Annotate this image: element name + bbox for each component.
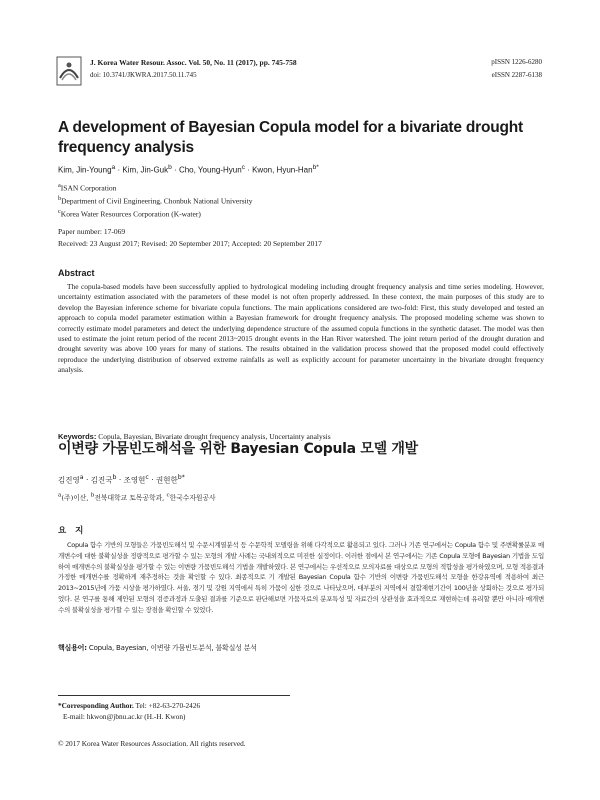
affiliations-ko: [58, 492, 216, 502]
affiliation-mark: a: [58, 182, 61, 189]
keywords-text: Copula, Bayesian, Bivariate drought frequency analysis, Uncertainty analysis: [96, 432, 331, 441]
paper-dates: Received: 23 August 2017; Revised: 20 September 2017; Accepted: 20 September 2017: [58, 239, 322, 248]
paper-number: Paper number: 17-069: [58, 227, 126, 236]
kwra-journal-logo-icon: [56, 56, 82, 86]
affiliations-en: [58, 181, 253, 220]
corresponding-tel: Tel: +82-63-270-2426: [133, 701, 201, 710]
affiliation-text: 전북대학교 토목공학과,: [94, 494, 167, 502]
affiliation-text: 한국수자원공사: [169, 494, 216, 502]
doi-link[interactable]: doi: 10.3741/JKWRA.2017.50.11.745: [90, 71, 197, 79]
affiliation-mark: c: [241, 164, 245, 171]
pissn: pISSN 1226-6280: [491, 58, 542, 66]
author-list-ko: [58, 474, 185, 486]
keywords-label: Keywords:: [58, 432, 97, 441]
affiliation-text: Korea Water Resources Corporation (K-water): [60, 209, 201, 219]
corresponding-label: *Corresponding Author.: [58, 701, 134, 710]
keywords-text: Copula, Bayesian, 이변량 가뭄빈도분석, 불확실성 분석: [86, 644, 257, 652]
affiliation-mark: b: [58, 195, 62, 202]
affiliation-text: (주)이산,: [61, 494, 91, 502]
affiliation-mark: b: [90, 492, 95, 499]
affiliation-line: [58, 207, 253, 220]
author-separator: ·: [116, 475, 124, 485]
keywords-label: 핵심용어:: [58, 644, 87, 652]
author-separator: ·: [83, 475, 91, 485]
affiliation-mark: a: [111, 164, 116, 171]
eissn: eISSN 2287-6138: [491, 71, 542, 79]
author-name: Kim, Jin-Guk: [122, 165, 169, 175]
author-name: 조영현: [123, 475, 146, 485]
paper-title-en: A development of Bayesian Copula model for a bivariate drought frequency analysis: [58, 119, 524, 156]
affiliation-mark: c: [58, 208, 61, 215]
corresponding-author: [58, 701, 200, 722]
author-name: 권현한: [155, 475, 178, 485]
author-separator: ·: [148, 475, 156, 485]
affiliation-text: ISAN Corporation: [60, 183, 117, 193]
author-separator: ·: [115, 165, 123, 175]
corresponding-email[interactable]: E-mail: hkwon@jbnu.ac.kr (H.-H. Kwon): [63, 711, 186, 721]
copyright-notice: © 2017 Korea Water Resources Association. All rights reserved.: [58, 739, 246, 748]
affiliation-line: [58, 181, 253, 194]
author-name: Kwon, Hyun-Han: [252, 165, 313, 175]
affiliation-mark: b: [112, 474, 117, 481]
author-name: Cho, Young-Hyun: [178, 165, 242, 175]
paper-title-ko: 이변량 가뭄빈도해석을 위한 Bayesian Copula 모델 개발: [58, 441, 418, 457]
affiliation-mark: a: [58, 492, 62, 499]
korean-abstract-heading: 요 지: [58, 526, 87, 536]
author-name: Kim, Jin-Young: [58, 165, 112, 175]
korean-abstract-body: Copula 함수 기반의 모형들은 가뭄빈도해석 및 수문시계열분석 등 수문학적 모델링을 위해 다각적으로 활용되고 있다. 그러나 기존 연구에서는 Copula 함수 및 주변확률분포 매개변수에 대한 불확실성을 정량적으로 평가할 수 있는 모형의 개발 사례는 국내외적으로 미진한 실정이다. 이러한 점에서 본 연구에서는 기존 Copula 모형에 Bayesian 기법을 도입하여 매개변수의 불확실성을 평가할 수 있는 이변량 가뭄빈도해석 기법을 개발하였다. 본 연구에서는 우선적으로 모의자료를 대상으로 모형의 적합성을 평가하였으며, 모형 적용결과 가정한 매개변수를 정확하게 재추정하는 것을 확인할 수 있다. 최종적으로 기 개발된 Bayesian Copula 함수 기반의 이변량 가뭄빈도해석 모형을 한강유역에 적용하여 최근 2013~2015년에 가뭄 시상을 평가하였다. 서울, 경기 및 강원 지역에서 특히 가뭄이 심한 것으로 나타났으며, 대부분의 지역에서 결합재현기간이 100년을 상회하는 것으로 평가되었다. 본 연구를 통해 제안된 모형의 검증과정과 도출된 결과를 기준으로 판단해보면 가뭄자료의 분포특성 및 자료간의 상관성을 효과적으로 재현하는데 유리할 뿐만 아니라 매개변수의 불확실성을 평가할 수 있는 장점을 확인할 수 있었다.: [58, 541, 544, 614]
affiliation-mark: c: [166, 492, 170, 499]
journal-citation: J. Korea Water Resour. Assoc. Vol. 50, No. 11 (2017), pp. 745-758: [90, 58, 297, 67]
abstract-body: The copula-based models have been successfully applied to hydrological modeling including drought frequency analysis and time series modeling. However, uncertainty estimation associated with the parameters of these model is not often properly addressed. In these context, the main purposes of this study are to develop the Bayesian inference scheme for bivariate copula functions. The main applications considered are two-fold: First, this study developed and tested an approach to copula model parameter estimation within a Bayesian framework for drought frequency analysis. The proposed modeling scheme was shown to correctly estimate model parameters and detect the underlying dependence structure of the assumed copula functions in the synthetic dataset. The model was then used to estimate the joint return period of the recent 2013~2015 drought events in the Han River watershed. The joint return period of the drought duration and drought severity was above 100 years for many of stations. The results obtained in the validation process showed that the proposed model could effectively reproduce the underlying distribution of observed extreme rainfalls as well as explicitly account for parameter uncertainty in the bivariate drought frequency analysis.: [58, 282, 544, 375]
abstract-heading: Abstract: [58, 268, 95, 278]
author-name: 김진영: [58, 475, 80, 485]
footnote-divider: [58, 695, 290, 696]
affiliation-mark: b*: [312, 164, 319, 171]
keywords-ko: [58, 643, 544, 653]
affiliation-mark: c: [145, 474, 149, 481]
corresponding-line: [58, 701, 200, 712]
affiliation-mark: a: [79, 474, 84, 481]
author-separator: ·: [171, 165, 179, 175]
affiliation-mark: b*: [177, 474, 185, 481]
author-list-en: [58, 164, 319, 175]
affiliation-text: Department of Civil Engineering, Chonbuk National University: [61, 196, 253, 206]
author-name: 김진국: [90, 475, 113, 485]
paper-info: [58, 226, 322, 250]
affiliation-line: [58, 194, 253, 207]
author-separator: ·: [244, 165, 253, 175]
affiliation-mark: b: [168, 164, 172, 171]
